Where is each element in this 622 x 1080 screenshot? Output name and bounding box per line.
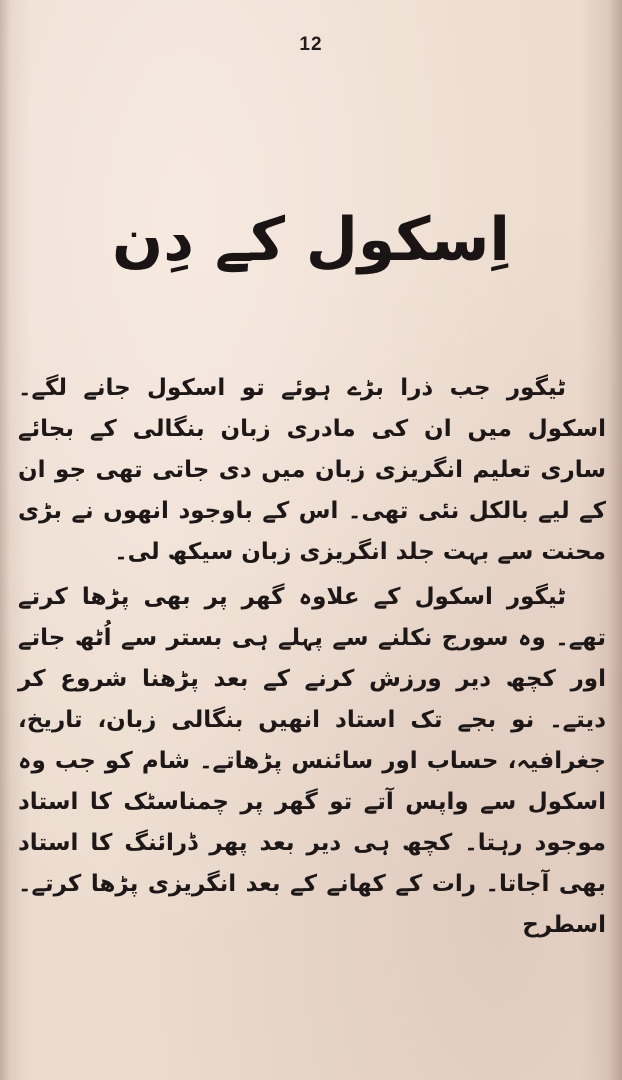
page-right-edge-shadow <box>608 0 622 1080</box>
body-text <box>18 368 606 946</box>
page-number: 12 <box>299 34 323 55</box>
page-left-edge-shadow <box>0 0 10 1080</box>
chapter-title: اِسکول کے دِن <box>112 205 510 275</box>
paragraph-1: ٹیگور جب ذرا بڑے ہوئے تو اسکول جانے لگے۔ اسکول میں ان کی مادری زبان بنگالی کے بجائے ساری تعلیم انگریزی زبان میں دی جاتی تھی جو ان کے لیے بالکل نئی تھی۔ اس کے باوجود انھوں نے بڑی محنت سے بہت جلد انگریزی زبان سیکھ لی۔ <box>18 375 606 565</box>
paragraph-2: ٹیگور اسکول کے علاوہ گھر پر بھی پڑھا کرتے تھے۔ وہ سورج نکلنے سے پہلے ہی بستر سے اُٹھ جاتے اور کچھ دیر ورزش کرنے کے بعد پڑھنا شروع کر دیتے۔ نو بجے تک استاد انھیں بنگالی زبان، تاریخ، جغرافیہ، حساب اور سائنس پڑھاتے۔ شام کو جب وہ اسکول سے واپس آتے تو گھر پر چمناسٹک کا استاد موجود رہتا۔ کچھ ہی دیر بعد پھر ڈرائنگ کا استاد بھی آجاتا۔ رات کے کھانے کے بعد انگریزی پڑھا کرتے۔ اسطرح <box>18 584 606 938</box>
